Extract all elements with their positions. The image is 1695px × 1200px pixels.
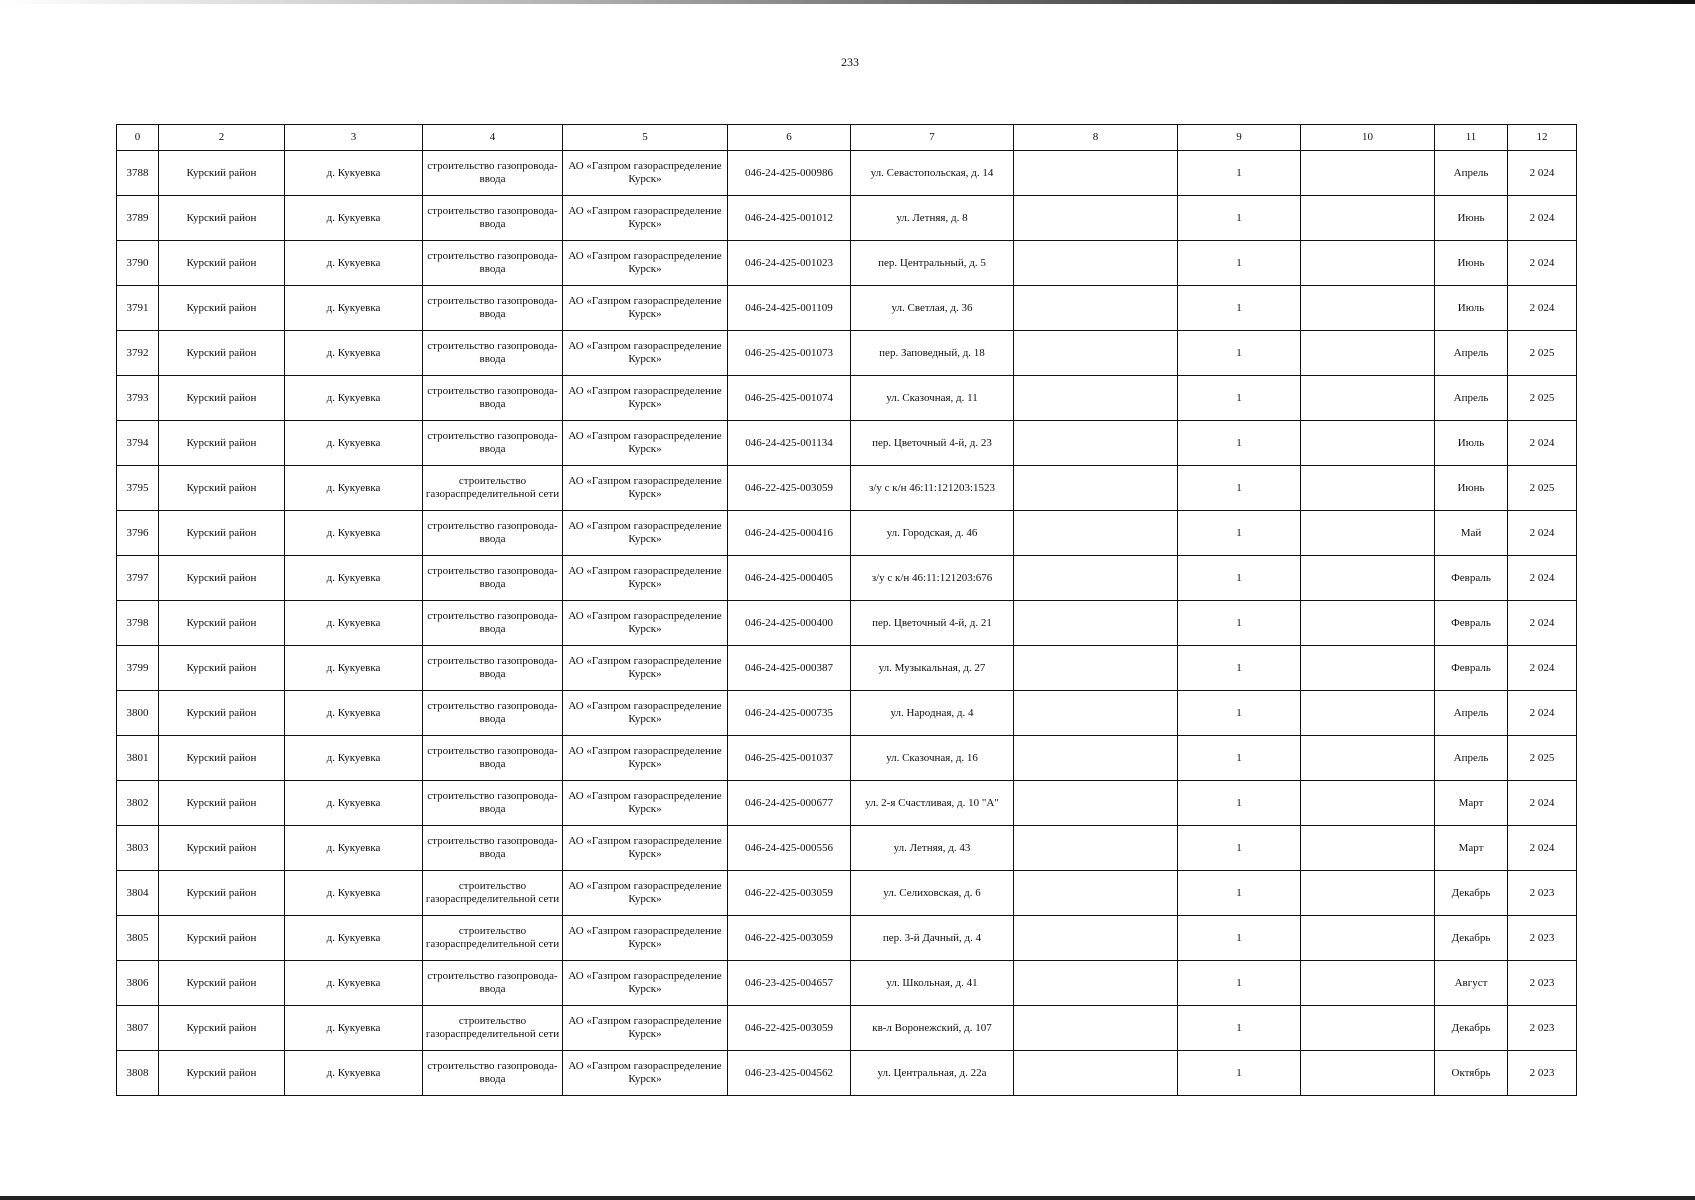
month-cell: Июнь	[1435, 241, 1508, 286]
work-type-cell: строительство газопровода-ввода	[423, 196, 563, 241]
table-row	[117, 826, 1577, 871]
col-10-cell	[1301, 241, 1435, 286]
col-8-cell	[1014, 736, 1178, 781]
col-10-cell	[1301, 736, 1435, 781]
col-10-cell	[1301, 961, 1435, 1006]
row-number: 3801	[117, 736, 159, 781]
row-number: 3799	[117, 646, 159, 691]
address-cell: ул. 2-я Счастливая, д. 10 "А"	[851, 781, 1014, 826]
col-8-cell	[1014, 241, 1178, 286]
organization-cell: АО «Газпром газораспределение Курск»	[563, 511, 728, 556]
settlement-cell: д. Кукуевка	[285, 601, 423, 646]
row-number: 3791	[117, 286, 159, 331]
col-8-cell	[1014, 826, 1178, 871]
row-number: 3798	[117, 601, 159, 646]
quantity-cell: 1	[1178, 781, 1301, 826]
col-10-cell	[1301, 1006, 1435, 1051]
col-10-cell	[1301, 421, 1435, 466]
quantity-cell: 1	[1178, 1006, 1301, 1051]
table-row	[117, 1051, 1577, 1096]
work-type-cell: строительство газопровода-ввода	[423, 421, 563, 466]
row-number: 3802	[117, 781, 159, 826]
header-cell-10: 10	[1301, 125, 1435, 151]
col-10-cell	[1301, 556, 1435, 601]
month-cell: Февраль	[1435, 646, 1508, 691]
month-cell: Апрель	[1435, 151, 1508, 196]
year-cell: 2 023	[1508, 1006, 1577, 1051]
month-cell: Июль	[1435, 286, 1508, 331]
year-cell: 2 023	[1508, 961, 1577, 1006]
col-10-cell	[1301, 826, 1435, 871]
table-row	[117, 916, 1577, 961]
col-10-cell	[1301, 646, 1435, 691]
table-row	[117, 421, 1577, 466]
row-number: 3788	[117, 151, 159, 196]
table-row	[117, 331, 1577, 376]
district-cell: Курский район	[159, 961, 285, 1006]
month-cell: Июль	[1435, 421, 1508, 466]
district-cell: Курский район	[159, 286, 285, 331]
month-cell: Февраль	[1435, 601, 1508, 646]
address-cell: пер. 3-й Дачный, д. 4	[851, 916, 1014, 961]
year-cell: 2 025	[1508, 466, 1577, 511]
col-8-cell	[1014, 196, 1178, 241]
month-cell: Декабрь	[1435, 1006, 1508, 1051]
organization-cell: АО «Газпром газораспределение Курск»	[563, 961, 728, 1006]
address-cell: ул. Севастопольская, д. 14	[851, 151, 1014, 196]
application-code-cell: 046-22-425-003059	[728, 871, 851, 916]
settlement-cell: д. Кукуевка	[285, 916, 423, 961]
organization-cell: АО «Газпром газораспределение Курск»	[563, 781, 728, 826]
quantity-cell: 1	[1178, 736, 1301, 781]
year-cell: 2 023	[1508, 916, 1577, 961]
table-row	[117, 196, 1577, 241]
settlement-cell: д. Кукуевка	[285, 556, 423, 601]
settlement-cell: д. Кукуевка	[285, 511, 423, 556]
header-cell-12: 12	[1508, 125, 1577, 151]
col-10-cell	[1301, 511, 1435, 556]
quantity-cell: 1	[1178, 376, 1301, 421]
quantity-cell: 1	[1178, 916, 1301, 961]
row-number: 3800	[117, 691, 159, 736]
year-cell: 2 024	[1508, 556, 1577, 601]
district-cell: Курский район	[159, 646, 285, 691]
settlement-cell: д. Кукуевка	[285, 286, 423, 331]
work-type-cell: строительство газопровода-ввода	[423, 1051, 563, 1096]
header-cell-4: 4	[423, 125, 563, 151]
quantity-cell: 1	[1178, 691, 1301, 736]
scan-edge-bottom	[0, 1196, 1695, 1200]
quantity-cell: 1	[1178, 331, 1301, 376]
row-number: 3792	[117, 331, 159, 376]
district-cell: Курский район	[159, 196, 285, 241]
col-10-cell	[1301, 466, 1435, 511]
organization-cell: АО «Газпром газораспределение Курск»	[563, 286, 728, 331]
month-cell: Апрель	[1435, 331, 1508, 376]
scan-edge-top	[0, 0, 1695, 4]
year-cell: 2 024	[1508, 196, 1577, 241]
application-code-cell: 046-25-425-001074	[728, 376, 851, 421]
year-cell: 2 023	[1508, 1051, 1577, 1096]
district-cell: Курский район	[159, 151, 285, 196]
settlement-cell: д. Кукуевка	[285, 196, 423, 241]
district-cell: Курский район	[159, 466, 285, 511]
address-cell: ул. Центральная, д. 22а	[851, 1051, 1014, 1096]
work-type-cell: строительство газораспределительной сети	[423, 871, 563, 916]
settlement-cell: д. Кукуевка	[285, 1006, 423, 1051]
col-8-cell	[1014, 556, 1178, 601]
address-cell: пер. Цветочный 4-й, д. 23	[851, 421, 1014, 466]
col-10-cell	[1301, 691, 1435, 736]
settlement-cell: д. Кукуевка	[285, 826, 423, 871]
application-code-cell: 046-23-425-004657	[728, 961, 851, 1006]
quantity-cell: 1	[1178, 601, 1301, 646]
table-row	[117, 961, 1577, 1006]
header-cell-5: 5	[563, 125, 728, 151]
application-code-cell: 046-25-425-001073	[728, 331, 851, 376]
page-number: 233	[841, 55, 859, 69]
quantity-cell: 1	[1178, 511, 1301, 556]
year-cell: 2 023	[1508, 871, 1577, 916]
address-cell: пер. Центральный, д. 5	[851, 241, 1014, 286]
organization-cell: АО «Газпром газораспределение Курск»	[563, 1006, 728, 1051]
address-cell: ул. Школьная, д. 41	[851, 961, 1014, 1006]
application-code-cell: 046-24-425-000556	[728, 826, 851, 871]
quantity-cell: 1	[1178, 241, 1301, 286]
month-cell: Март	[1435, 826, 1508, 871]
application-code-cell: 046-24-425-001012	[728, 196, 851, 241]
table-body	[117, 151, 1577, 1096]
district-cell: Курский район	[159, 916, 285, 961]
settlement-cell: д. Кукуевка	[285, 736, 423, 781]
row-number: 3790	[117, 241, 159, 286]
col-8-cell	[1014, 691, 1178, 736]
application-code-cell: 046-24-425-000405	[728, 556, 851, 601]
address-cell: ул. Летняя, д. 8	[851, 196, 1014, 241]
table-row	[117, 556, 1577, 601]
address-cell: пер. Заповедный, д. 18	[851, 331, 1014, 376]
organization-cell: АО «Газпром газораспределение Курск»	[563, 466, 728, 511]
application-code-cell: 046-24-425-001134	[728, 421, 851, 466]
district-cell: Курский район	[159, 556, 285, 601]
table-row	[117, 736, 1577, 781]
row-number: 3803	[117, 826, 159, 871]
organization-cell: АО «Газпром газораспределение Курск»	[563, 601, 728, 646]
header-cell-7: 7	[851, 125, 1014, 151]
settlement-cell: д. Кукуевка	[285, 781, 423, 826]
address-cell: пер. Цветочный 4-й, д. 21	[851, 601, 1014, 646]
col-10-cell	[1301, 1051, 1435, 1096]
district-cell: Курский район	[159, 871, 285, 916]
organization-cell: АО «Газпром газораспределение Курск»	[563, 241, 728, 286]
table-row	[117, 691, 1577, 736]
district-cell: Курский район	[159, 376, 285, 421]
district-cell: Курский район	[159, 1006, 285, 1051]
row-number: 3808	[117, 1051, 159, 1096]
work-type-cell: строительство газопровода-ввода	[423, 151, 563, 196]
col-8-cell	[1014, 646, 1178, 691]
quantity-cell: 1	[1178, 421, 1301, 466]
col-8-cell	[1014, 1006, 1178, 1051]
header-cell-6: 6	[728, 125, 851, 151]
application-code-cell: 046-25-425-001037	[728, 736, 851, 781]
month-cell: Октябрь	[1435, 1051, 1508, 1096]
settlement-cell: д. Кукуевка	[285, 241, 423, 286]
col-8-cell	[1014, 151, 1178, 196]
organization-cell: АО «Газпром газораспределение Курск»	[563, 646, 728, 691]
organization-cell: АО «Газпром газораспределение Курск»	[563, 691, 728, 736]
settlement-cell: д. Кукуевка	[285, 1051, 423, 1096]
col-10-cell	[1301, 196, 1435, 241]
application-code-cell: 046-24-425-001023	[728, 241, 851, 286]
district-cell: Курский район	[159, 421, 285, 466]
year-cell: 2 024	[1508, 826, 1577, 871]
row-number: 3807	[117, 1006, 159, 1051]
year-cell: 2 024	[1508, 421, 1577, 466]
organization-cell: АО «Газпром газораспределение Курск»	[563, 826, 728, 871]
work-type-cell: строительство газопровода-ввода	[423, 601, 563, 646]
application-code-cell: 046-24-425-000735	[728, 691, 851, 736]
table-row	[117, 376, 1577, 421]
header-cell-11: 11	[1435, 125, 1508, 151]
organization-cell: АО «Газпром газораспределение Курск»	[563, 916, 728, 961]
row-number: 3794	[117, 421, 159, 466]
application-code-cell: 046-24-425-000986	[728, 151, 851, 196]
address-cell: ул. Светлая, д. 36	[851, 286, 1014, 331]
col-10-cell	[1301, 376, 1435, 421]
month-cell: Февраль	[1435, 556, 1508, 601]
col-10-cell	[1301, 151, 1435, 196]
header-cell-8: 8	[1014, 125, 1178, 151]
year-cell: 2 024	[1508, 151, 1577, 196]
table-row	[117, 871, 1577, 916]
header-cell-2: 2	[159, 125, 285, 151]
col-8-cell	[1014, 916, 1178, 961]
organization-cell: АО «Газпром газораспределение Курск»	[563, 331, 728, 376]
application-code-cell: 046-22-425-003059	[728, 1006, 851, 1051]
quantity-cell: 1	[1178, 286, 1301, 331]
work-type-cell: строительство газораспределительной сети	[423, 466, 563, 511]
work-type-cell: строительство газопровода-ввода	[423, 331, 563, 376]
district-cell: Курский район	[159, 736, 285, 781]
organization-cell: АО «Газпром газораспределение Курск»	[563, 556, 728, 601]
address-cell: ул. Сказочная, д. 16	[851, 736, 1014, 781]
district-cell: Курский район	[159, 241, 285, 286]
year-cell: 2 024	[1508, 286, 1577, 331]
month-cell: Апрель	[1435, 376, 1508, 421]
table-row	[117, 466, 1577, 511]
quantity-cell: 1	[1178, 466, 1301, 511]
month-cell: Апрель	[1435, 736, 1508, 781]
row-number: 3806	[117, 961, 159, 1006]
year-cell: 2 025	[1508, 736, 1577, 781]
table-row	[117, 511, 1577, 556]
header-cell-3: 3	[285, 125, 423, 151]
application-code-cell: 046-22-425-003059	[728, 916, 851, 961]
work-type-cell: строительство газопровода-ввода	[423, 376, 563, 421]
header-cell-0: 0	[117, 125, 159, 151]
row-number: 3797	[117, 556, 159, 601]
quantity-cell: 1	[1178, 556, 1301, 601]
col-8-cell	[1014, 871, 1178, 916]
quantity-cell: 1	[1178, 871, 1301, 916]
table-row	[117, 151, 1577, 196]
month-cell: Декабрь	[1435, 916, 1508, 961]
district-cell: Курский район	[159, 1051, 285, 1096]
col-10-cell	[1301, 331, 1435, 376]
month-cell: Июнь	[1435, 196, 1508, 241]
col-10-cell	[1301, 286, 1435, 331]
work-type-cell: строительство газопровода-ввода	[423, 736, 563, 781]
col-8-cell	[1014, 331, 1178, 376]
quantity-cell: 1	[1178, 151, 1301, 196]
work-type-cell: строительство газопровода-ввода	[423, 286, 563, 331]
year-cell: 2 024	[1508, 511, 1577, 556]
district-cell: Курский район	[159, 691, 285, 736]
work-type-cell: строительство газопровода-ввода	[423, 556, 563, 601]
settlement-cell: д. Кукуевка	[285, 961, 423, 1006]
address-cell: ул. Музыкальная, д. 27	[851, 646, 1014, 691]
work-type-cell: строительство газораспределительной сети	[423, 916, 563, 961]
table-row	[117, 286, 1577, 331]
organization-cell: АО «Газпром газораспределение Курск»	[563, 871, 728, 916]
organization-cell: АО «Газпром газораспределение Курск»	[563, 196, 728, 241]
col-8-cell	[1014, 781, 1178, 826]
quantity-cell: 1	[1178, 961, 1301, 1006]
settlement-cell: д. Кукуевка	[285, 151, 423, 196]
organization-cell: АО «Газпром газораспределение Курск»	[563, 736, 728, 781]
district-cell: Курский район	[159, 781, 285, 826]
col-8-cell	[1014, 961, 1178, 1006]
row-number: 3796	[117, 511, 159, 556]
year-cell: 2 025	[1508, 376, 1577, 421]
settlement-cell: д. Кукуевка	[285, 466, 423, 511]
quantity-cell: 1	[1178, 826, 1301, 871]
address-cell: з/у с к/н 46:11:121203:1523	[851, 466, 1014, 511]
col-10-cell	[1301, 781, 1435, 826]
col-8-cell	[1014, 1051, 1178, 1096]
organization-cell: АО «Газпром газораспределение Курск»	[563, 376, 728, 421]
settlement-cell: д. Кукуевка	[285, 421, 423, 466]
table-row	[117, 601, 1577, 646]
row-number: 3805	[117, 916, 159, 961]
quantity-cell: 1	[1178, 646, 1301, 691]
year-cell: 2 025	[1508, 331, 1577, 376]
table-row	[117, 646, 1577, 691]
quantity-cell: 1	[1178, 196, 1301, 241]
settlement-cell: д. Кукуевка	[285, 331, 423, 376]
address-cell: ул. Народная, д. 4	[851, 691, 1014, 736]
application-code-cell: 046-23-425-004562	[728, 1051, 851, 1096]
work-type-cell: строительство газопровода-ввода	[423, 961, 563, 1006]
col-8-cell	[1014, 421, 1178, 466]
table-row	[117, 1006, 1577, 1051]
organization-cell: АО «Газпром газораспределение Курск»	[563, 421, 728, 466]
address-cell: ул. Селиховская, д. 6	[851, 871, 1014, 916]
col-10-cell	[1301, 601, 1435, 646]
settlement-cell: д. Кукуевка	[285, 691, 423, 736]
settlement-cell: д. Кукуевка	[285, 646, 423, 691]
month-cell: Апрель	[1435, 691, 1508, 736]
year-cell: 2 024	[1508, 646, 1577, 691]
work-type-cell: строительство газопровода-ввода	[423, 781, 563, 826]
district-cell: Курский район	[159, 826, 285, 871]
month-cell: Март	[1435, 781, 1508, 826]
col-10-cell	[1301, 871, 1435, 916]
application-code-cell: 046-24-425-000387	[728, 646, 851, 691]
col-8-cell	[1014, 601, 1178, 646]
col-8-cell	[1014, 286, 1178, 331]
year-cell: 2 024	[1508, 781, 1577, 826]
address-cell: ул. Летняя, д. 43	[851, 826, 1014, 871]
year-cell: 2 024	[1508, 691, 1577, 736]
month-cell: Июнь	[1435, 466, 1508, 511]
work-type-cell: строительство газораспределительной сети	[423, 1006, 563, 1051]
col-10-cell	[1301, 916, 1435, 961]
year-cell: 2 024	[1508, 601, 1577, 646]
row-number: 3793	[117, 376, 159, 421]
month-cell: Декабрь	[1435, 871, 1508, 916]
application-code-cell: 046-22-425-003059	[728, 466, 851, 511]
quantity-cell: 1	[1178, 1051, 1301, 1096]
month-cell: Май	[1435, 511, 1508, 556]
table-row	[117, 781, 1577, 826]
application-code-cell: 046-24-425-000677	[728, 781, 851, 826]
header-cell-9: 9	[1178, 125, 1301, 151]
settlement-cell: д. Кукуевка	[285, 376, 423, 421]
month-cell: Август	[1435, 961, 1508, 1006]
row-number: 3789	[117, 196, 159, 241]
col-8-cell	[1014, 466, 1178, 511]
register-table	[116, 124, 1577, 1096]
row-number: 3804	[117, 871, 159, 916]
district-cell: Курский район	[159, 601, 285, 646]
application-code-cell: 046-24-425-000416	[728, 511, 851, 556]
work-type-cell: строительство газопровода-ввода	[423, 691, 563, 736]
address-cell: ул. Городская, д. 46	[851, 511, 1014, 556]
work-type-cell: строительство газопровода-ввода	[423, 511, 563, 556]
work-type-cell: строительство газопровода-ввода	[423, 646, 563, 691]
address-cell: ул. Сказочная, д. 11	[851, 376, 1014, 421]
work-type-cell: строительство газопровода-ввода	[423, 826, 563, 871]
work-type-cell: строительство газопровода-ввода	[423, 241, 563, 286]
application-code-cell: 046-24-425-001109	[728, 286, 851, 331]
district-cell: Курский район	[159, 511, 285, 556]
row-number: 3795	[117, 466, 159, 511]
year-cell: 2 024	[1508, 241, 1577, 286]
address-cell: кв-л Воронежский, д. 107	[851, 1006, 1014, 1051]
address-cell: з/у с к/н 46:11:121203:676	[851, 556, 1014, 601]
application-code-cell: 046-24-425-000400	[728, 601, 851, 646]
organization-cell: АО «Газпром газораспределение Курск»	[563, 151, 728, 196]
organization-cell: АО «Газпром газораспределение Курск»	[563, 1051, 728, 1096]
table-header	[117, 125, 1577, 151]
col-8-cell	[1014, 511, 1178, 556]
header-row	[117, 125, 1577, 151]
settlement-cell: д. Кукуевка	[285, 871, 423, 916]
district-cell: Курский район	[159, 331, 285, 376]
table-row	[117, 241, 1577, 286]
col-8-cell	[1014, 376, 1178, 421]
